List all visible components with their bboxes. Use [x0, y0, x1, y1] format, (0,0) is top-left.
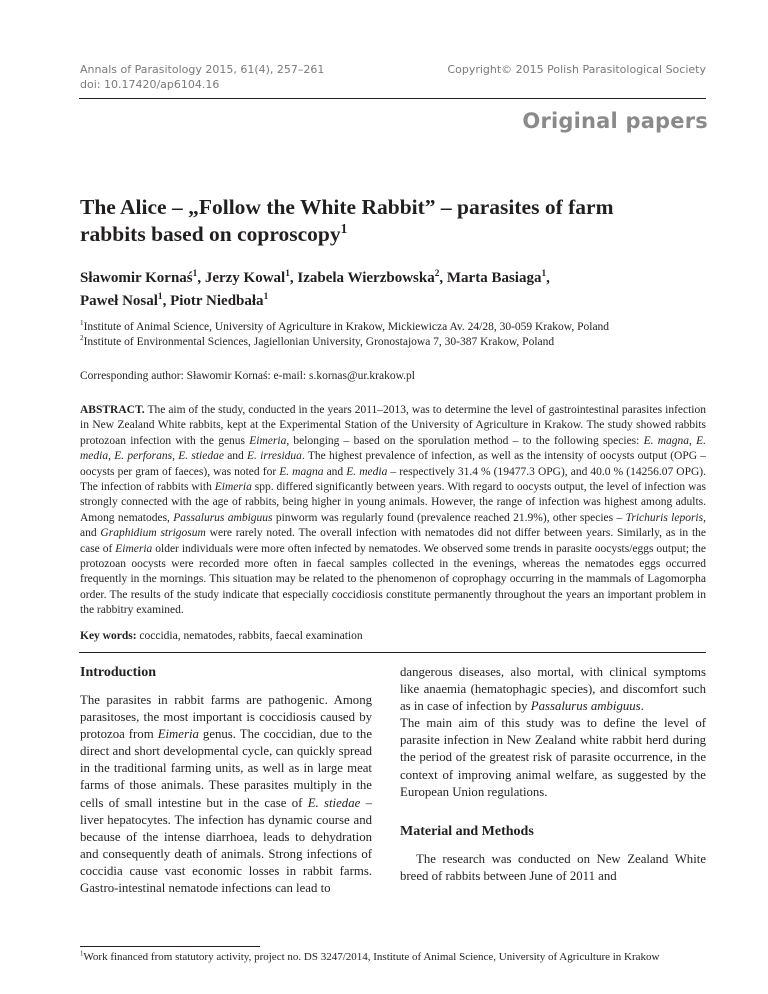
italic-term: E. stiedae — [178, 450, 224, 463]
italic-term: Eimeria — [157, 727, 199, 742]
italic-term: Graphidium strigosum — [100, 527, 206, 540]
text-run: The aim of the study, conducted in the years 2011–2013, was to determine the level of gastrointestinal parasites infection in New Zealand White rabbits, kept at the Experimental Station of the University of Agriculture in Krakow. The study showed rabbits protozoan infection with the genus — [80, 404, 706, 447]
italic-term: Eimeria — [249, 434, 287, 447]
author-separator: , — [546, 270, 550, 286]
keywords-text: coccidia, nematodes, rabbits, faecal examination — [136, 630, 363, 642]
affiliation-text: Institute of Environmental Sciences, Jagiellonian University, Gronostajowa 7, 30-387 Krakow, Poland — [83, 336, 555, 348]
doi-line: doi: 10.17420/ap6104.16 — [80, 78, 220, 91]
author-name: Izabela Wierzbowska — [297, 270, 435, 286]
title-line-2 — [80, 221, 700, 248]
footnote-text: Work financed from statutory activity, project no. DS 3247/2014, Institute of Animal Science, University of Agriculture in Krakow — [83, 951, 660, 963]
author-name: Sławomir Kornaś — [80, 270, 193, 286]
text-run: and — [223, 450, 248, 463]
author-line-2 — [80, 290, 700, 313]
text-run: . The highest prevalence of infection, as well as the intensity of oocysts output (OPG – oocysts per gram of faeces), was noted for — [80, 450, 707, 478]
italic-term: E. stiedae — [307, 795, 361, 810]
author-line-1 — [80, 267, 700, 290]
text-run: , — [689, 434, 697, 447]
affiliation-2 — [80, 335, 554, 350]
abstract-body — [80, 404, 706, 616]
text-run: The parasites in rabbit farms are pathogenic. Among parasitoses, the most important is coccidiosis caused by protozoa from — [80, 693, 372, 742]
copyright-notice: Copyright© 2015 Polish Parasitological Society — [447, 63, 706, 76]
journal-line: Annals of Parasitology 2015, 61(4), 257–261 — [80, 63, 325, 76]
text-run: dangerous diseases, also mortal, with clinical symptoms like anaemia (hematophagic species), and discomfort such as in case of infection by — [400, 665, 706, 714]
study-aim-paragraph: The main aim of this study was to define the level of parasite infection in New Zealand white rabbit herd during the period of the greatest risk of parasite occurrence, in the context of improving animal welfare, as suggested by the European Union regulations. — [400, 716, 706, 799]
abstract-label: ABSTRACT. — [80, 404, 145, 416]
text-run: , — [108, 450, 115, 463]
header-divider — [79, 98, 706, 99]
italic-term: E. magna — [643, 434, 689, 447]
introduction-heading: Introduction — [80, 665, 156, 680]
italic-term: E. magna — [279, 465, 324, 478]
text-run: older individuals were more often infected by nematodes. We observed some trends in parasite oocysts/eggs output; the protozoan oocysts were recorded more often in faecal samples collected in the evenings, whereas the nematodes eggs occurred frequently in the mornings. This situation may be related to the phenomenon of coprophagy occurring in the mammals of Lagomorpha order. The results of the study indicate that especially coccidiosis constitute permanently throughout the years an important problem in the rabbitry examined. — [80, 542, 706, 617]
affiliation-number: 1 — [80, 319, 84, 328]
keywords-label: Key words: — [80, 630, 137, 642]
title-line-2-text: rabbits based on coproscopy — [80, 222, 341, 246]
abstract — [80, 403, 706, 619]
author-affiliation-mark: 1 — [285, 269, 290, 279]
text-run: , and — [80, 511, 706, 540]
italic-term: E. media — [80, 434, 706, 463]
italic-term: E. media — [346, 465, 388, 478]
author-list — [80, 267, 700, 313]
text-run: – liver hepatocytes. The infection has dynamic course and because of the intense diarrhoea, leads to dehydration and consequently death of animals. Strong infections of coccidia cause vast economic losses in rabbit farms. Gastro-intestinal nematode infections can lead to — [80, 795, 372, 896]
text-run: – respectively 31.4 % (19477.3 OPG), and 40.0 % (14256.07 OPG). The infection of rabbits with — [80, 465, 706, 494]
italic-term: Eimeria — [115, 542, 153, 555]
introduction-column — [80, 664, 372, 897]
italic-term: E. perforans — [114, 450, 173, 463]
text-run: . — [640, 699, 644, 714]
author-name: Paweł Nosal — [80, 293, 158, 309]
author-separator: , — [162, 293, 171, 309]
right-column — [400, 664, 706, 885]
text-run: were rarely noted. The overall infection with nematodes did not differ between years. Similarly, as in the case of — [80, 527, 706, 555]
text-run: , — [172, 450, 179, 463]
text-run: spp. differed significantly between years. With regard to oocysts output, the level of infection was strongly connected with the age of rabbits, being higher in young animals. However, the range of infection was highest among adults. Among nematodes, — [80, 481, 706, 524]
author-separator: , — [439, 270, 447, 286]
text-run: , belonging – based on the sporulation method – to the following species: — [286, 434, 644, 447]
author-separator: , — [289, 270, 298, 286]
italic-term: Passalurus ambiguus — [530, 699, 641, 714]
footnote — [80, 950, 706, 964]
author-affiliation-mark: 2 — [434, 269, 440, 279]
section-label: Original papers — [522, 109, 708, 133]
author-name: Marta Basiaga — [446, 270, 542, 286]
keywords — [80, 630, 363, 642]
italic-term: E. irresidua — [247, 450, 302, 463]
author-name: Piotr Niedbała — [170, 293, 264, 309]
methods-paragraph: The research was conducted on New Zealand White breed of rabbits between June of 2011 and — [400, 851, 706, 883]
title-line-1: The Alice – „Follow the White Rabbit” – parasites of farm — [80, 195, 614, 219]
italic-term: Passalurus ambiguus — [173, 511, 273, 524]
keywords-divider — [79, 652, 706, 653]
footnote-divider — [80, 946, 260, 947]
text-run: pinworm was regularly found (prevalence reached 21.9%), other species – — [272, 511, 626, 524]
introduction-continued — [400, 664, 706, 715]
affiliation-number: 2 — [80, 334, 84, 343]
article-title — [80, 194, 700, 248]
italic-term: Trichuris leporis — [625, 511, 704, 524]
author-affiliation-mark: 1 — [263, 292, 269, 302]
corresponding-author: Corresponding author: Sławomir Kornaś: e-mail: s.kornas@ur.krakow.pl — [80, 370, 415, 382]
author-affiliation-mark: 1 — [541, 269, 547, 279]
author-separator: , — [197, 270, 205, 286]
author-affiliation-mark: 1 — [192, 269, 198, 279]
affiliation-1 — [80, 320, 609, 335]
italic-term: Eimeria — [214, 481, 252, 494]
title-footnote-mark: 1 — [340, 220, 348, 236]
journal-citation — [80, 62, 324, 92]
introduction-paragraph — [80, 692, 372, 897]
author-affiliation-mark: 1 — [157, 292, 163, 302]
text-run: genus. The coccidian, due to the direct and short developmental cycle, can quickly spread in the traditional farming units, as well as in large meat farms of those animals. These parasites multiply in the cells of small intestine but in the case of — [80, 727, 373, 810]
affiliation-text: Institute of Animal Science, University of Agriculture in Krakow, Mickiewicza Av. 24/28, 30-059 Krakow, Poland — [83, 321, 610, 333]
methods-heading: Material and Methods — [400, 823, 534, 839]
text-run: and — [323, 465, 347, 478]
author-name: Jerzy Kowal — [204, 270, 286, 286]
footnote-number: 1 — [80, 950, 84, 958]
